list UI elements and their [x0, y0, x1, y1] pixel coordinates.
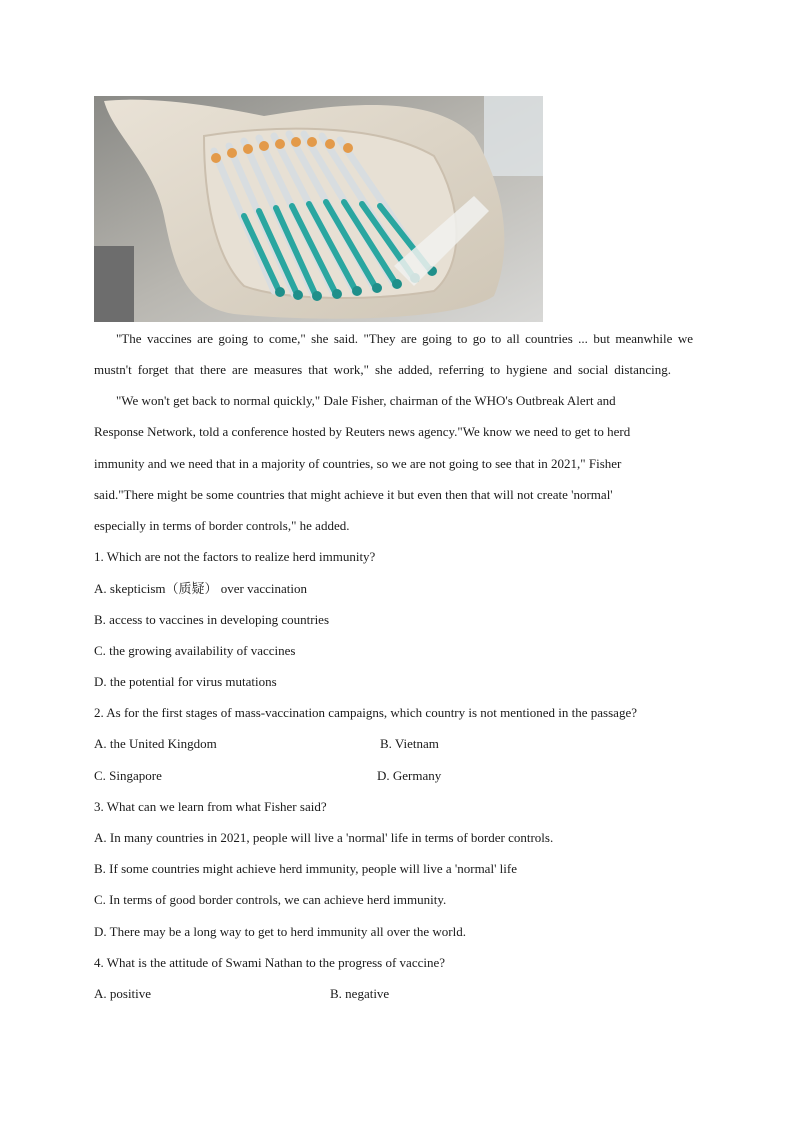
question-1-option-a: A. skepticism（质疑） over vaccination — [94, 581, 308, 596]
passage-p2-line1: "We won't get back to normal quickly," Dale Fisher, chairman of the WHO's Outbreak Alert and — [116, 393, 616, 408]
question-2-stem: 2. As for the first stages of mass-vaccination campaigns, which country is not mentioned in the passage? — [94, 705, 637, 720]
question-3-option-a: A. In many countries in 2021, people will live a 'normal' life in terms of border controls. — [94, 830, 554, 845]
passage-p2-line4: said."There might be some countries that might achieve it but even then that will not create 'normal' — [94, 487, 613, 502]
question-1-option-c: C. the growing availability of vaccines — [94, 643, 296, 658]
question-1-option-b: B. access to vaccines in developing countries — [94, 612, 330, 627]
question-2-option-b: B. Vietnam — [380, 736, 439, 751]
question-3-option-b: B. If some countries might achieve herd immunity, people will live a 'normal' life — [94, 861, 517, 876]
question-1-stem: 1. Which are not the factors to realize herd immunity? — [94, 549, 376, 564]
question-4-option-b: B. negative — [330, 986, 390, 1001]
question-4-stem: 4. What is the attitude of Swami Nathan to the progress of vaccine? — [94, 955, 446, 970]
question-3-stem: 3. What can we learn from what Fisher said? — [94, 799, 327, 814]
passage-p1-line2: mustn't forget that there are measures that work," she added, referring to hygiene and social distancing. — [94, 362, 671, 377]
question-2-option-c: C. Singapore — [94, 768, 162, 783]
passage-p1-line1: "The vaccines are going to come," she said. "They are going to go to all countries ... but meanwhile we — [116, 331, 693, 346]
syringes-photo — [94, 96, 543, 322]
passage-p2-line3: immunity and we need that in a majority of countries, so we are not going to see that in 2021," Fisher — [94, 456, 622, 471]
question-2-option-d: D. Germany — [377, 768, 442, 783]
question-3-option-c: C. In terms of good border controls, we can achieve herd immunity. — [94, 892, 447, 907]
question-4-option-a: A. positive — [94, 986, 152, 1001]
question-3-option-d: D. There may be a long way to get to herd immunity all over the world. — [94, 924, 466, 939]
question-1-option-d: D. the potential for virus mutations — [94, 674, 277, 689]
question-2-option-a: A. the United Kingdom — [94, 736, 217, 751]
syringes-tray-illustration — [94, 96, 543, 322]
passage-p2-line2: Response Network, told a conference hosted by Reuters news agency."We know we need to get to herd — [94, 424, 631, 439]
passage-p2-line5: especially in terms of border controls," he added. — [94, 518, 350, 533]
